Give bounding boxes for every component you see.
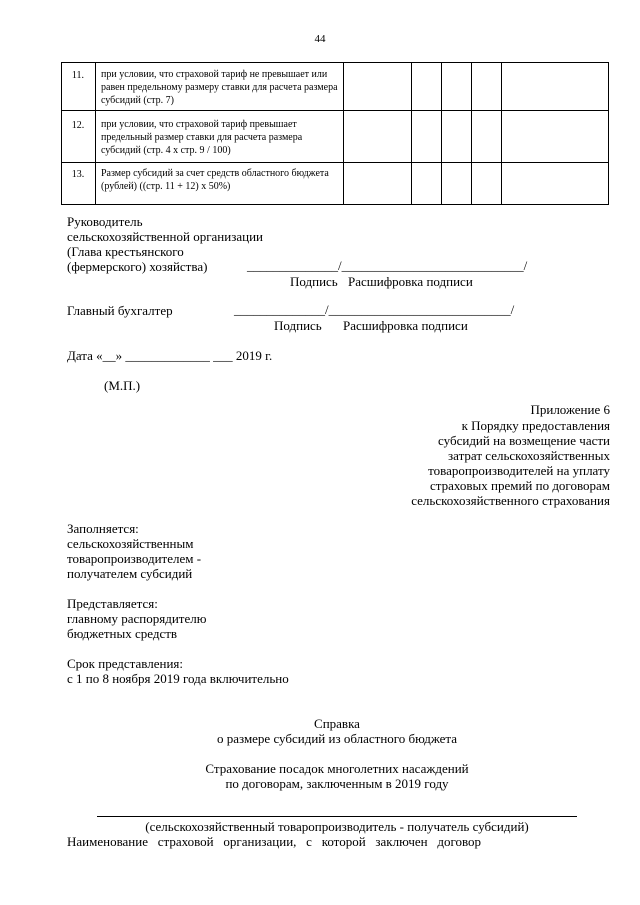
certificate-line1: Страхование посадок многолетних насаждений — [205, 761, 469, 776]
accountant-label: Главный бухгалтер — [67, 303, 173, 318]
appendix-line: товаропроизводителей на уплату — [428, 463, 610, 478]
head-signature-line: ______________/____________________________/ — [247, 258, 528, 273]
table-row-text: при условии, что страховой тариф превышает предельный размер ставки для расчета размера субсидий (стр. 4 x стр. 9 / 100) — [101, 119, 303, 156]
submitted-to-line: Представляется: — [67, 596, 158, 611]
filled-by-line: получателем субсидий — [67, 566, 193, 581]
stamp-placeholder: (М.П.) — [104, 378, 141, 393]
producer-underline — [97, 816, 577, 817]
subsidy-table — [61, 62, 609, 205]
appendix-line: затрат сельскохозяйственных — [448, 448, 610, 463]
table-row-text: при условии, что страховой тариф не превышает или равен предельному размеру ставки для расчета размера субсидий (стр. 7) — [101, 69, 338, 106]
date-line: Дата «__» _____________ ___ 2019 г. — [67, 348, 273, 363]
head-label-line1: Руководитель — [67, 214, 143, 229]
accountant-signature-caption: Подпись — [274, 318, 322, 333]
filled-by-line: товаропроизводителем - — [67, 551, 202, 566]
appendix-line: субсидий на возмещение части — [438, 433, 610, 448]
head-label-line4: (фермерского) хозяйства) — [67, 259, 208, 274]
table-row-number: 13. — [71, 169, 85, 180]
table-row-number: 12. — [71, 120, 85, 131]
filled-by-line: Заполняется: — [67, 521, 139, 536]
deadline-line: Срок представления: — [67, 656, 184, 671]
insurer-line: Наименование страховой организации, с которой заключен договор — [67, 834, 482, 849]
appendix-line: к Порядку предоставления — [461, 418, 610, 433]
page-number: 44 — [314, 33, 326, 45]
accountant-decode-caption: Расшифровка подписи — [343, 318, 468, 333]
certificate-title: Справка — [314, 716, 360, 731]
appendix-line: Приложение 6 — [530, 402, 610, 417]
certificate-line2: по договорам, заключенным в 2019 году — [225, 776, 449, 791]
accountant-signature-line: ______________/____________________________/ — [234, 302, 515, 317]
certificate-subtitle: о размере субсидий из областного бюджета — [216, 731, 458, 746]
deadline-line: с 1 по 8 ноября 2019 года включительно — [67, 671, 289, 686]
table-row-number: 11. — [71, 70, 85, 81]
head-decode-caption: Расшифровка подписи — [348, 274, 473, 289]
head-label-line2: сельскохозяйственной организации — [67, 229, 263, 244]
head-label-line3: (Глава крестьянского — [67, 244, 184, 259]
filled-by-line: сельскохозяйственным — [67, 536, 194, 551]
producer-caption: (сельскохозяйственный товаропроизводитель - получатель субсидий) — [145, 819, 529, 834]
head-signature-caption: Подпись — [290, 274, 338, 289]
appendix-line: сельскохозяйственного страхования — [411, 493, 610, 508]
appendix-line: страховых премий по договорам — [429, 478, 610, 493]
table-row-text: Размер субсидий за счет средств областного бюджета (рублей) ((стр. 11 + 12) x 50%) — [101, 168, 329, 192]
submitted-to-line: главному распорядителю — [67, 611, 207, 626]
submitted-to-line: бюджетных средств — [67, 626, 178, 641]
